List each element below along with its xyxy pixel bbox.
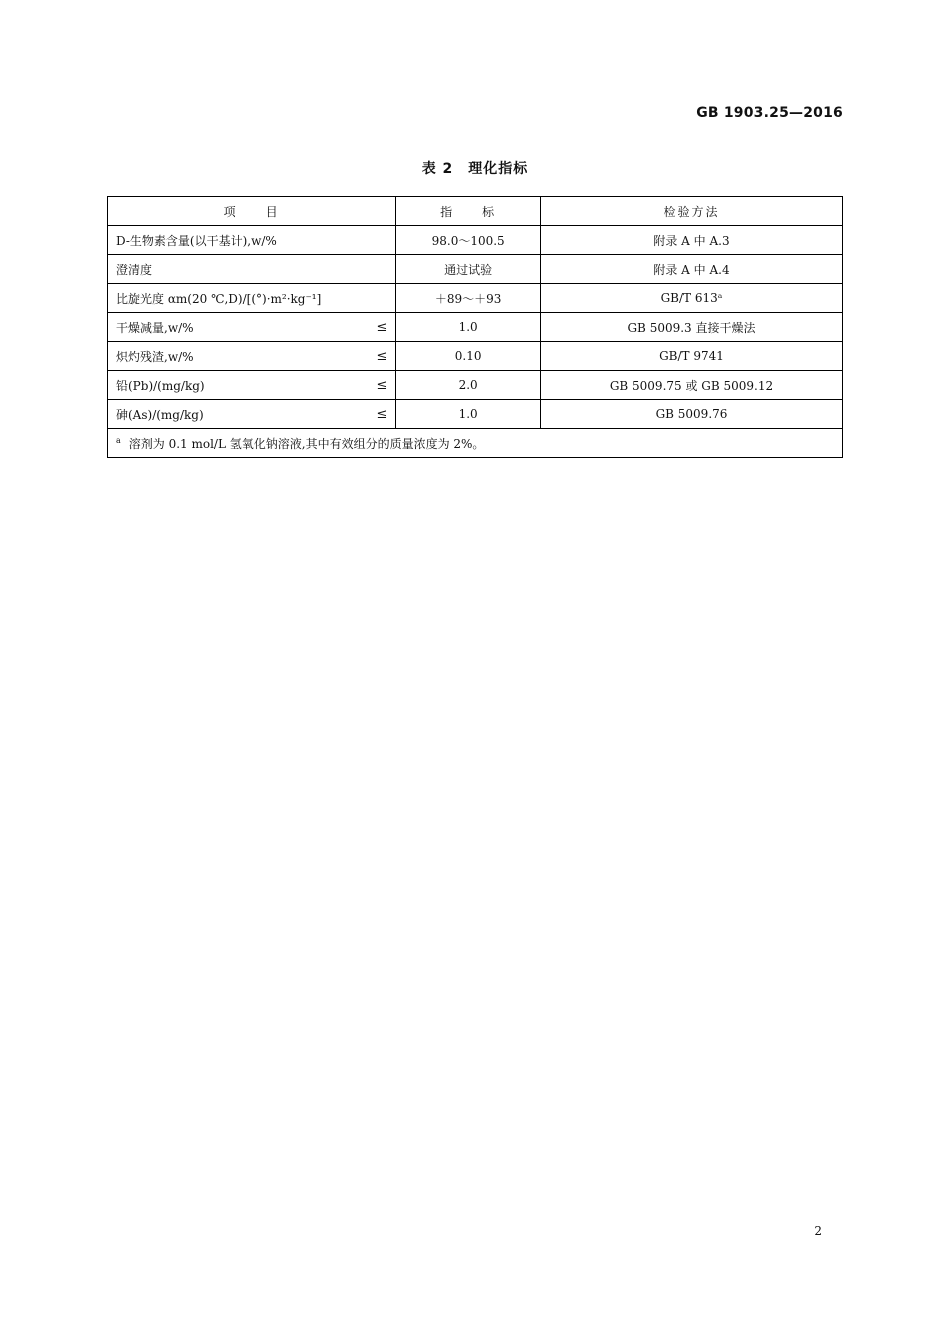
item-cell	[108, 255, 396, 284]
item-label: 铅(Pb)/(mg/kg)	[116, 378, 205, 393]
comparison-symbol: ≤	[376, 377, 388, 393]
table-row	[108, 342, 843, 371]
method-cell: GB 5009.3 直接干燥法	[540, 313, 842, 342]
method-cell: GB/T 9741	[540, 342, 842, 371]
table-row	[108, 371, 843, 400]
table-title: 表 2 理化指标	[421, 161, 529, 177]
item-label: 砷(As)/(mg/kg)	[116, 407, 204, 422]
method-cell: 附录 A 中 A.4	[540, 255, 842, 284]
footnote-row	[108, 429, 843, 458]
item-label: 干燥减量,w/%	[116, 320, 194, 335]
table-row	[108, 284, 843, 313]
indicator-cell: ＋89～＋93	[396, 284, 541, 313]
item-cell	[108, 371, 396, 400]
column-header-item: 项 目	[108, 197, 396, 226]
item-cell	[108, 313, 396, 342]
item-label: 炽灼残渣,w/%	[116, 349, 194, 364]
table-row	[108, 255, 843, 284]
item-label: 比旋光度 αm(20 ℃,D)/[(°)·m²·kg⁻¹]	[116, 291, 322, 306]
table-row	[108, 400, 843, 429]
method-cell: GB 5009.75 或 GB 5009.12	[540, 371, 842, 400]
table-header-row	[108, 197, 843, 226]
method-cell: GB/T 613ᵃ	[540, 284, 842, 313]
column-header-indicator: 指 标	[396, 197, 541, 226]
comparison-symbol: ≤	[376, 319, 388, 335]
footnote-mark: a	[116, 435, 121, 445]
item-cell	[108, 342, 396, 371]
method-cell: 附录 A 中 A.3	[540, 226, 842, 255]
page-number: 2	[814, 1224, 822, 1238]
method-cell: GB 5009.76	[540, 400, 842, 429]
footnote-text: 溶剂为 0.1 mol/L 氢氧化钠溶液,其中有效组分的质量浓度为 2%。	[128, 436, 485, 451]
physicochemical-spec-table	[107, 196, 843, 458]
comparison-symbol: ≤	[376, 348, 388, 364]
indicator-cell: 2.0	[396, 371, 541, 400]
item-cell	[108, 226, 396, 255]
indicator-cell: 98.0～100.5	[396, 226, 541, 255]
indicator-cell: 1.0	[396, 400, 541, 429]
footnote-cell	[108, 429, 843, 458]
column-header-method: 检验方法	[540, 197, 842, 226]
indicator-cell: 0.10	[396, 342, 541, 371]
item-cell	[108, 400, 396, 429]
table-row	[108, 226, 843, 255]
item-cell	[108, 284, 396, 313]
indicator-cell: 通过试验	[396, 255, 541, 284]
standard-code: GB 1903.25—2016	[696, 105, 843, 121]
indicator-cell: 1.0	[396, 313, 541, 342]
comparison-symbol: ≤	[376, 406, 388, 422]
table-row	[108, 313, 843, 342]
item-label: D-生物素含量(以干基计),w/%	[116, 233, 277, 248]
item-label: 澄清度	[116, 262, 153, 277]
